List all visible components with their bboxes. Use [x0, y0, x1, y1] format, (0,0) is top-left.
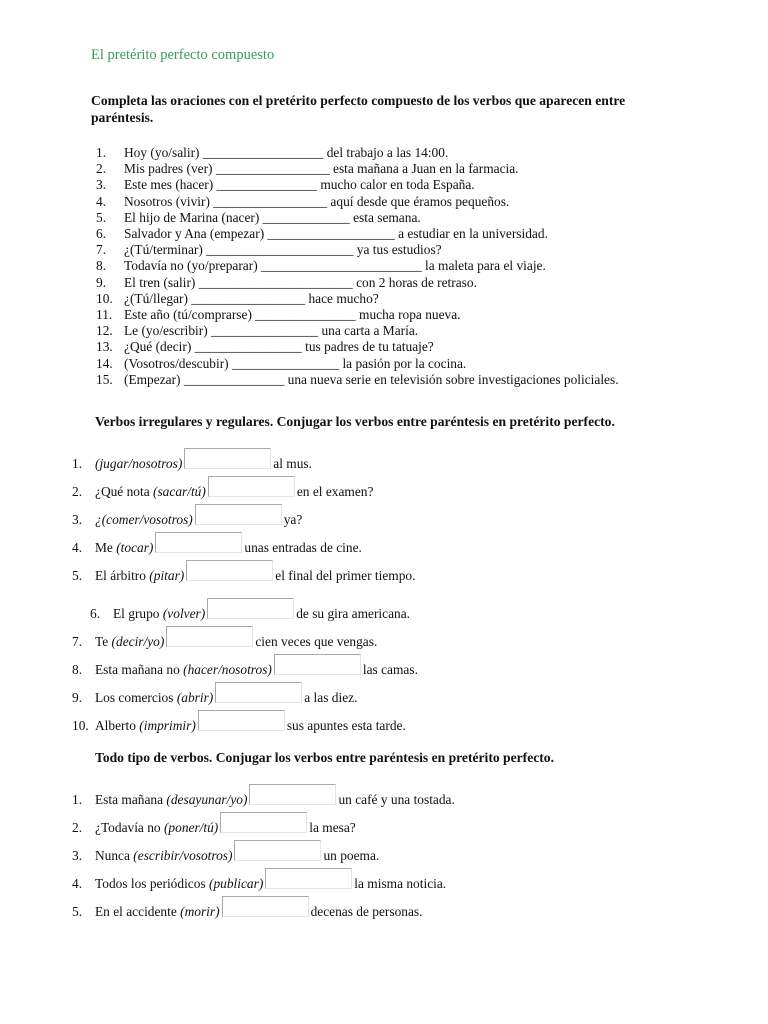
answer-input[interactable]	[249, 784, 336, 805]
list-item: 15. (Empezar) _______________ una nueva serie en televisión sobre investigaciones policiales.	[96, 371, 619, 387]
list-item: 14. (Vosotros/descubir) ________________ la pasión por la cocina.	[96, 355, 467, 371]
list-item: 13. ¿Qué (decir) ________________ tus padres de tu tatuaje?	[96, 339, 434, 355]
list-item: 8. Todavía no (yo/preparar) ________________________ la maleta para el viaje.	[96, 258, 546, 274]
answer-input[interactable]	[208, 476, 295, 497]
answer-input[interactable]	[186, 560, 273, 581]
answer-input[interactable]	[195, 504, 282, 525]
answer-input[interactable]	[274, 654, 361, 675]
answer-input[interactable]	[207, 598, 294, 619]
instruction-text: Completa las oraciones con el pretérito perfecto compuesto de los verbos que aparecen entre paréntesis.	[91, 93, 626, 125]
list-item: 5. El hijo de Marina (nacer) _____________ esta semana.	[96, 209, 421, 225]
answer-input[interactable]	[155, 532, 242, 553]
list-item: 9. El tren (salir) _______________________ con 2 horas de retraso.	[96, 274, 477, 290]
list-item: 12. Le (yo/escribir) ________________ una carta a María.	[96, 323, 419, 339]
exercise-1-list	[96, 145, 619, 388]
page-title: El pretérito perfecto compuesto	[91, 47, 275, 63]
list-item: 1. Hoy (yo/salir) __________________ del trabajo a las 14:00.	[96, 145, 449, 160]
answer-input[interactable]	[222, 896, 309, 917]
section-3-heading: Todo tipo de verbos. Conjugar los verbos entre paréntesis en pretérito perfecto.	[95, 750, 554, 765]
answer-input[interactable]	[198, 710, 285, 731]
list-item: 7. ¿(Tú/terminar) ______________________ ya tus estudios?	[96, 242, 442, 258]
list-item: 6. Salvador y Ana (empezar) ___________________ a estudiar en la universidad.	[96, 226, 548, 242]
list-item: 10. ¿(Tú/llegar) _________________ hace mucho?	[96, 290, 379, 306]
answer-input[interactable]	[265, 868, 352, 889]
list-item: 2. Mis padres (ver) _________________ esta mañana a Juan en la farmacia.	[96, 161, 519, 177]
list-item: 4. Nosotros (vivir) _________________ aquí desde que éramos pequeños.	[96, 193, 510, 209]
answer-input[interactable]	[215, 682, 302, 703]
answer-input[interactable]	[220, 812, 307, 833]
list-item: 11. Este año (tú/comprarse) _______________ mucha ropa nueva.	[96, 307, 461, 323]
answer-input[interactable]	[184, 448, 271, 469]
answer-input[interactable]	[166, 626, 253, 647]
section-2-heading: Verbos irregulares y regulares. Conjugar los verbos entre paréntesis en pretérito perfecto.	[95, 414, 615, 429]
answer-input[interactable]	[234, 840, 321, 861]
list-item: 3. Este mes (hacer) _______________ mucho calor en toda España.	[96, 177, 475, 193]
